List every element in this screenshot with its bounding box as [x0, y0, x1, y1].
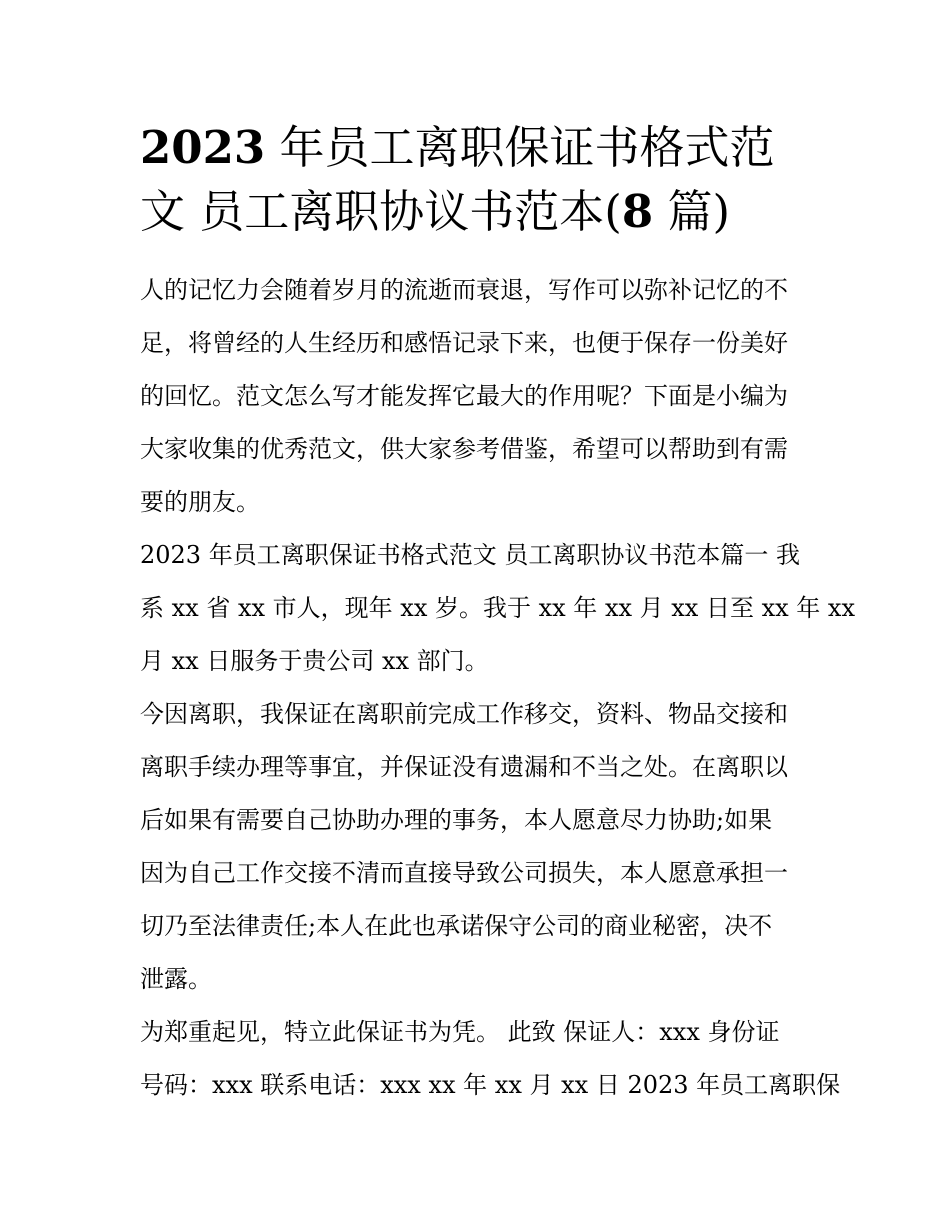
intro-paragraph: [140, 264, 810, 529]
text-line: 系 xx 省 xx 市人，现年 xx 岁。我于 xx 年 xx 月 xx 日至 xx 年 xx: [140, 594, 855, 622]
title-year: 2023: [140, 121, 266, 174]
text-line: 为郑重起见，特立此保证书为凭。 此致 保证人：xxx 身份证: [140, 1018, 780, 1046]
title-count: 8: [621, 185, 654, 238]
text-line: 今因离职，我保证在离职前完成工作移交，资料、物品交接和: [140, 700, 788, 728]
body-paragraph-1: [140, 529, 855, 688]
title-line-1: [140, 116, 810, 180]
text-line: 大家收集的优秀范文，供大家参考借鉴，希望可以帮助到有需: [140, 435, 788, 463]
title-text-2a: 文 员工离职协议书范本(: [140, 185, 622, 238]
text-line: 足，将曾经的人生经历和感悟记录下来，也便于保存一份美好: [140, 329, 788, 357]
title-text-1: 年员工离职保证书格式范: [265, 121, 775, 174]
text-line: 人的记忆力会随着岁月的流逝而衰退，写作可以弥补记忆的不: [140, 276, 788, 304]
text-line: 要的朋友。: [140, 488, 260, 516]
text-line: 因为自己工作交接不清而直接导致公司损失，本人愿意承担一: [140, 859, 788, 887]
text-line: 月 xx 日服务于贵公司 xx 部门。: [140, 647, 489, 675]
body-paragraph-2: [140, 688, 810, 1006]
title-text-2b: 篇): [653, 185, 731, 238]
document-title: [140, 116, 810, 244]
text-line: 的回忆。范文怎么写才能发挥它最大的作用呢？下面是小编为: [140, 382, 788, 410]
document-content: [140, 116, 855, 1112]
text-line: 后如果有需要自己协助办理的事务，本人愿意尽力协助;如果: [140, 806, 773, 834]
text-line: 切乃至法律责任;本人在此也承诺保守公司的商业秘密，决不: [140, 912, 773, 940]
text-line: 号码：xxx 联系电话：xxx xx 年 xx 月 xx 日 2023 年员工离职保: [140, 1071, 841, 1099]
title-line-2: [140, 180, 810, 244]
text-line: 2023 年员工离职保证书格式范文 员工离职协议书范本篇一 我: [140, 541, 800, 569]
body-paragraph-3: [140, 1006, 841, 1112]
text-line: 泄露。: [140, 965, 212, 993]
text-line: 离职手续办理等事宜，并保证没有遗漏和不当之处。在离职以: [140, 753, 788, 781]
